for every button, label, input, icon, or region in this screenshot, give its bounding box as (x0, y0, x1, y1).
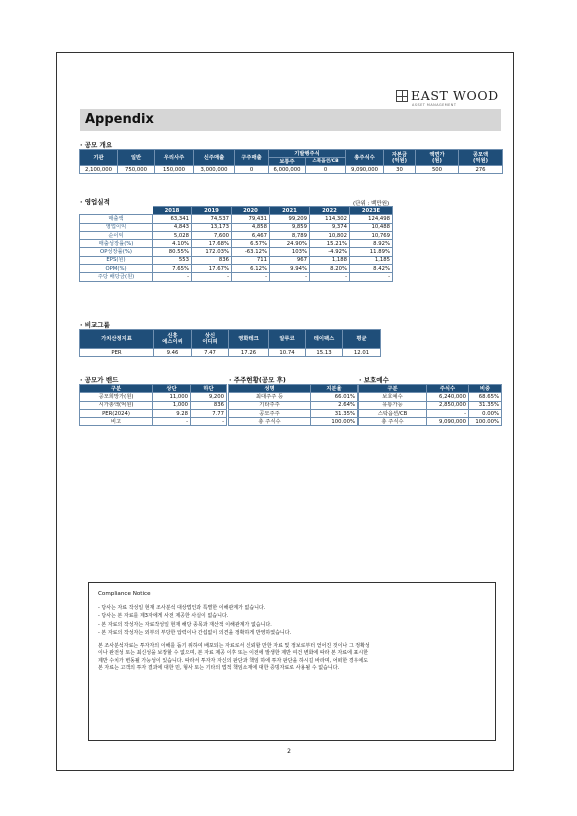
ipo-overview-table (79, 149, 503, 174)
band-row-label: 시가총액(억원) (80, 401, 153, 409)
comparison-section-title: · 비교그룹 (80, 321, 110, 329)
lockup-row (359, 401, 502, 409)
lockup-cell: - (427, 409, 469, 417)
lockup-header: 구분 (359, 385, 427, 393)
price-band-table (79, 384, 227, 426)
holders-row-label: 총 주식수 (229, 418, 311, 426)
lockup-cell: 9,090,000 (427, 418, 469, 426)
performance-cell: 114,302 (310, 215, 350, 223)
title-bar (80, 109, 501, 131)
performance-cell: 17.68% (192, 240, 232, 248)
header-common-shares: 보통주 (269, 158, 306, 166)
performance-cell: 8,789 (270, 231, 310, 239)
band-cell: 11,000 (153, 393, 191, 401)
lockup-header: 주식수 (427, 385, 469, 393)
logo-subtitle: ASSET MANAGEMENT (412, 103, 457, 107)
comparison-header: 알루코 (269, 330, 306, 349)
lockup-row-label: 유통가능 (359, 401, 427, 409)
performance-cell: 124,498 (350, 215, 393, 223)
performance-cell: 7.65% (153, 265, 192, 273)
performance-cell: 6,467 (232, 231, 270, 239)
performance-row-label: OPM(%) (80, 265, 153, 273)
band-row-label: 공모희망가(원) (80, 393, 153, 401)
performance-row (80, 265, 393, 273)
band-row-label: 비고 (80, 418, 153, 426)
comparison-table (79, 329, 381, 357)
band-cell: - (191, 418, 227, 426)
holders-row (229, 401, 358, 409)
ipo-cell: 30 (384, 166, 416, 174)
performance-cell: 79,431 (232, 215, 270, 223)
band-row (80, 409, 227, 417)
performance-cell: 967 (270, 256, 310, 264)
compliance-paragraph-line: 제반 수치가 변동될 가능성이 있습니다. 따라서 투자자 자신의 판단과 책임 하에 투자 판단을 하시길 바라며, 어떠한 경우에도 (98, 657, 369, 664)
lockup-cell: 31.35% (469, 401, 502, 409)
holders-row (229, 409, 358, 417)
performance-row (80, 256, 393, 264)
year-header: 2022 (310, 207, 350, 215)
ipo-cell: 150,000 (155, 166, 194, 174)
performance-row-label: 주당 배당금(원) (80, 273, 153, 281)
comparison-header: 신흥 에스이씨 (154, 330, 192, 349)
lockup-row-label: 스탁옵션/CB (359, 409, 427, 417)
header-employee: 우리사주 (155, 150, 194, 166)
ipo-section-title: · 공모 개요 (80, 141, 113, 149)
performance-cell: 17.67% (192, 265, 232, 273)
performance-cell: 63,341 (153, 215, 192, 223)
holders-row-label: 공모주주 (229, 409, 311, 417)
band-section-title: · 공모가 밴드 (80, 376, 119, 384)
page-title: Appendix (85, 112, 154, 127)
performance-cell: - (192, 273, 232, 281)
performance-row-label: OP성장률(%) (80, 248, 153, 256)
performance-cell: 172.03% (192, 248, 232, 256)
compliance-line: - 당사는 본 자료를 제3자에게 사전 제공한 사실이 없습니다. (98, 613, 229, 620)
lockup-row-label: 총 주식수 (359, 418, 427, 426)
performance-cell: 1,185 (350, 256, 393, 264)
performance-cell: 80.55% (153, 248, 192, 256)
ipo-cell: 750,000 (118, 166, 155, 174)
band-cell: 1,000 (153, 401, 191, 409)
performance-row (80, 215, 393, 223)
year-header: 2020 (232, 207, 270, 215)
lockup-cell: 100.00% (469, 418, 502, 426)
performance-row-label: 매출성장률(%) (80, 240, 153, 248)
performance-cell: 7,600 (192, 231, 232, 239)
performance-cell: 99,209 (270, 215, 310, 223)
band-row (80, 393, 227, 401)
header-new-sale: 신주매출 (194, 150, 235, 166)
ipo-cell: 3,000,000 (194, 166, 235, 174)
performance-cell: - (270, 273, 310, 281)
performance-cell: 10,769 (350, 231, 393, 239)
header-old-sale: 구주매출 (235, 150, 269, 166)
compliance-paragraph-line: 이나 완전성 또는 최신성을 보장할 수 없으며, 본 자료 제공 이후 또는 이전에 발생한 제반 여건 변화에 따라 본 자료에 표시한 (98, 650, 369, 657)
performance-cell: 1,188 (310, 256, 350, 264)
east-wood-logo (396, 88, 504, 110)
performance-row-label: EPS(원) (80, 256, 153, 264)
performance-cell: 553 (153, 256, 192, 264)
band-cell: 836 (191, 401, 227, 409)
comparison-cell: 9.46 (154, 349, 192, 357)
performance-table (79, 206, 393, 282)
comparison-header: 상신 이디피 (192, 330, 229, 349)
lockup-row (359, 409, 502, 417)
lockup-cell: 68.65% (469, 393, 502, 401)
holders-cell: 100.00% (311, 418, 358, 426)
comparison-row-label: PER (80, 349, 154, 357)
performance-cell: - (350, 273, 393, 281)
performance-row-label: 영업이익 (80, 223, 153, 231)
lockup-section-title: · 보호예수 (359, 376, 389, 384)
performance-cell: 11.89% (350, 248, 393, 256)
year-header: 2018 (153, 207, 192, 215)
compliance-paragraph-line: 본 조사분석자료는 투자자의 이해를 돕기 위하여 배포되는 자료로서 신뢰할 만한 자료 및 정보로부터 얻어진 것이나 그 정확성 (98, 642, 370, 649)
performance-cell: 4.10% (153, 240, 192, 248)
year-header: 2019 (192, 207, 232, 215)
performance-cell: - (232, 273, 270, 281)
comparison-header: 평균 (343, 330, 381, 349)
logo-name: EAST WOOD (411, 88, 499, 103)
performance-row (80, 223, 393, 231)
performance-cell: - (310, 273, 350, 281)
performance-cell: - (153, 273, 192, 281)
performance-cell: 8.92% (350, 240, 393, 248)
comparison-cell: 7.47 (192, 349, 229, 357)
ipo-cell: 6,000,000 (269, 166, 306, 174)
holders-body (229, 393, 358, 426)
comparison-header: 가치산정지표 (80, 330, 154, 349)
compliance-paragraph-line: 본 자료는 고객의 투자 결과에 대한 민, 형사 또는 기타의 법적 책임소재에 대한 증빙자료로 사용될 수 없습니다. (98, 665, 340, 672)
performance-row-label: 매출액 (80, 215, 153, 223)
lockup-row (359, 418, 502, 426)
header-institution: 기관 (80, 150, 118, 166)
comparison-cell: 15.13 (306, 349, 343, 357)
band-header: 구분 (80, 385, 153, 393)
performance-cell: 13,173 (192, 223, 232, 231)
holders-row-label: 최대주주 등 (229, 393, 311, 401)
performance-cell: 9.94% (270, 265, 310, 273)
band-header: 상단 (153, 385, 191, 393)
band-row-label: PER(2024) (80, 409, 153, 417)
compliance-line: - 당사는 자료 작성일 현재 조사분석 대상법인과 특별한 이해관계가 없습니다. (98, 605, 266, 611)
band-row (80, 418, 227, 426)
compliance-notice (88, 582, 496, 741)
performance-cell: 10,488 (350, 223, 393, 231)
holders-header: 성명 (229, 385, 311, 393)
compliance-line: - 본 자료의 작성자는 자료작성일 현재 해당 종목과 재산적 이해관계가 없습니다. (98, 621, 272, 628)
ipo-cell: 500 (416, 166, 459, 174)
performance-cell: 10,802 (310, 231, 350, 239)
holders-section-title: · 주주현황(공모 후) (229, 376, 286, 384)
performance-section-title: · 영업실적 (80, 198, 110, 206)
year-header-blank (80, 207, 153, 215)
holders-row (229, 393, 358, 401)
header-capital: 자본금 (억원) (384, 150, 416, 166)
band-body (80, 393, 227, 426)
performance-cell: 74,537 (192, 215, 232, 223)
header-total-shares: 총주식수 (346, 150, 384, 166)
lockup-cell: 0.00% (469, 409, 502, 417)
performance-cell: 8.20% (310, 265, 350, 273)
logo-mark-icon (396, 90, 408, 102)
lockup-body (359, 393, 502, 426)
band-header: 하단 (191, 385, 227, 393)
performance-cell: 4,843 (153, 223, 192, 231)
lockup-row-label: 보호예수 (359, 393, 427, 401)
band-cell: 9.28 (153, 409, 191, 417)
holders-header: 지분율 (311, 385, 358, 393)
ipo-cell: 0 (235, 166, 269, 174)
lockup-cell: 2,850,000 (427, 401, 469, 409)
header-issued-shares: 기발행주식 (269, 150, 346, 158)
performance-cell: -4.92% (310, 248, 350, 256)
performance-cell: 8.42% (350, 265, 393, 273)
ipo-cell: 9,090,000 (346, 166, 384, 174)
year-header: 2023E (350, 207, 393, 215)
lockup-header: 비중 (469, 385, 502, 393)
comparison-cell: 12.01 (343, 349, 381, 357)
performance-row (80, 248, 393, 256)
performance-cell: 9,374 (310, 223, 350, 231)
performance-cell: 103% (270, 248, 310, 256)
lockup-row (359, 393, 502, 401)
holders-table (228, 384, 358, 426)
compliance-line: - 본 자료의 작성자는 외부의 부당한 압력이나 간섭없이 의견을 정확하게 반영하였습니다. (98, 630, 292, 637)
page-number: 2 (287, 748, 291, 755)
compliance-paragraph (98, 643, 486, 673)
holders-row (229, 418, 358, 426)
performance-row-label: 순이익 (80, 231, 153, 239)
performance-cell: 4,858 (232, 223, 270, 231)
performance-cell: 711 (232, 256, 270, 264)
lockup-table (358, 384, 502, 426)
ipo-cell: 0 (306, 166, 346, 174)
performance-cell: 15.21% (310, 240, 350, 248)
performance-row (80, 231, 393, 239)
holders-row-label: 기타주주 (229, 401, 311, 409)
band-cell: 9,200 (191, 393, 227, 401)
band-cell: 7.77 (191, 409, 227, 417)
performance-cell: 9,859 (270, 223, 310, 231)
performance-row (80, 273, 393, 281)
band-cell: - (153, 418, 191, 426)
performance-row (80, 240, 393, 248)
ipo-cell: 2,100,000 (80, 166, 118, 174)
holders-cell: 2.64% (311, 401, 358, 409)
performance-cell: -63.12% (232, 248, 270, 256)
header-general: 일반 (118, 150, 155, 166)
header-par-value: 액면가 (원) (416, 150, 459, 166)
comparison-header: 영화테크 (229, 330, 269, 349)
performance-cell: 6.12% (232, 265, 270, 273)
performance-cell: 5,028 (153, 231, 192, 239)
performance-cell: 836 (192, 256, 232, 264)
performance-cell: 6.57% (232, 240, 270, 248)
ipo-cell: 276 (459, 166, 503, 174)
header-proceeds: 공모액 (억원) (459, 150, 503, 166)
comparison-cell: 10.74 (269, 349, 306, 357)
compliance-title: Compliance Notice (98, 591, 151, 597)
comparison-cell: 17.26 (229, 349, 269, 357)
performance-cell: 24.90% (270, 240, 310, 248)
holders-cell: 31.35% (311, 409, 358, 417)
holders-cell: 66.01% (311, 393, 358, 401)
unit-note: (단위 : 백만원) (353, 201, 390, 207)
comparison-header: 테이팩스 (306, 330, 343, 349)
performance-body (80, 215, 393, 281)
header-option-cb: 스톡옵션/CB (306, 158, 346, 166)
band-row (80, 401, 227, 409)
year-header: 2021 (270, 207, 310, 215)
lockup-cell: 6,240,000 (427, 393, 469, 401)
